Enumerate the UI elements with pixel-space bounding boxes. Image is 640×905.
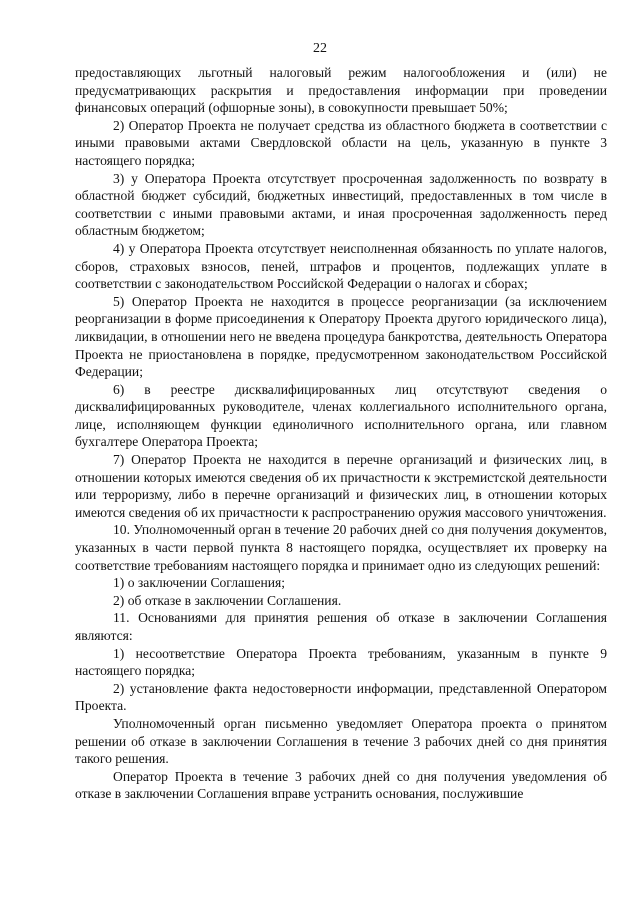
document-body [75,64,607,803]
paragraph-clause-10: 10. Уполномоченный орган в течение 20 рабочих дней со дня получения документов, указанных в части первой пункта 8 настоящего порядка, осуществляет их проверку на соответствие требованиям настоящего порядка и принимает одно из следующих решений: [75,522,607,573]
page-number: 22 [313,41,327,56]
paragraph-decision-2: 2) об отказе в заключении Соглашения. [113,592,342,608]
paragraph-item-6-disqualified-persons: 6) в реестре дисквалифицированных лиц отсутствуют сведения о дисквалифицированных руководителе, членах коллегиального исполнительного органа, лице, исполняющем функции единоличного исполнительного органа, или главном бухгалтере Оператора Проекта; [75,381,607,450]
paragraph-item-4-tax-obligations: 4) у Оператора Проекта отсутствует неисполненная обязанность по уплате налогов, сборов, страховых взносов, пеней, штрафов и процентов, подлежащих уплате в соответствии с законодательством Российской Федерации о налогах и сборах; [75,240,607,292]
paragraph-remedy: Оператор Проекта в течение 3 рабочих дней со дня получения уведомления об отказе в заключении Соглашения вправе устранить основания, послужившие [75,768,607,802]
paragraph-item-7-extremism-list: 7) Оператор Проекта не находится в перечне организаций и физических лиц, в отношении которых имеются сведения об их причастности к экстремистской деятельности или терроризму, либо в перечне организаций и физических лиц, в отношении которых имеются сведения об их причастности к распространению оружия массового уничтожения. [75,452,607,520]
paragraph-offshore-continuation: предоставляющих льготный налоговый режим налогообложения и (или) не предусматривающих раскрытия и предоставления информации при проведении финансовых операций (офшорные зоны), в совокупности превышает 50%; [75,65,607,116]
paragraph-decision-1: 1) о заключении Соглашения; [113,575,286,591]
paragraph-item-3-overdue-debt: 3) у Оператора Проекта отсутствует просроченная задолженность по возврату в областной бюджет субсидий, бюджетных инвестиций, предоставленных в том числе в соответствии с иными правовыми актами, и иная просроченная задолженность перед областным бюджетом; [75,170,607,239]
paragraph-clause-11: 11. Основаниями для принятия решения об отказе в заключении Соглашения являются: [75,610,607,643]
paragraph-item-2-regional-funds: 2) Оператор Проекта не получает средства из областного бюджета в соответствии с иными правовыми актами Свердловской области на цель, указанную в пункте 3 настоящего порядка; [75,117,607,168]
paragraph-ground-1: 1) несоответствие Оператора Проекта требованиям, указанным в пункте 9 настоящего порядка; [75,645,607,679]
paragraph-notification: Уполномоченный орган письменно уведомляет Оператора проекта о принятом решении об отказе в заключении Соглашения в течение 3 рабочих дней со дня принятия такого решения. [75,715,607,767]
paragraph-ground-2: 2) установление факта недостоверности информации, представленной Оператором Проекта. [75,680,607,714]
paragraph-item-5-reorganization: 5) Оператор Проекта не находится в процессе реорганизации (за исключением реорганизации в форме присоединения к Оператору Проекта другого юридического лица), ликвидации, в отношении него не введена процедура банкротства, деятельность Оператора Проекта не приостановлена в порядке, предусмотренном законодательством Российской Федерации; [75,293,607,380]
